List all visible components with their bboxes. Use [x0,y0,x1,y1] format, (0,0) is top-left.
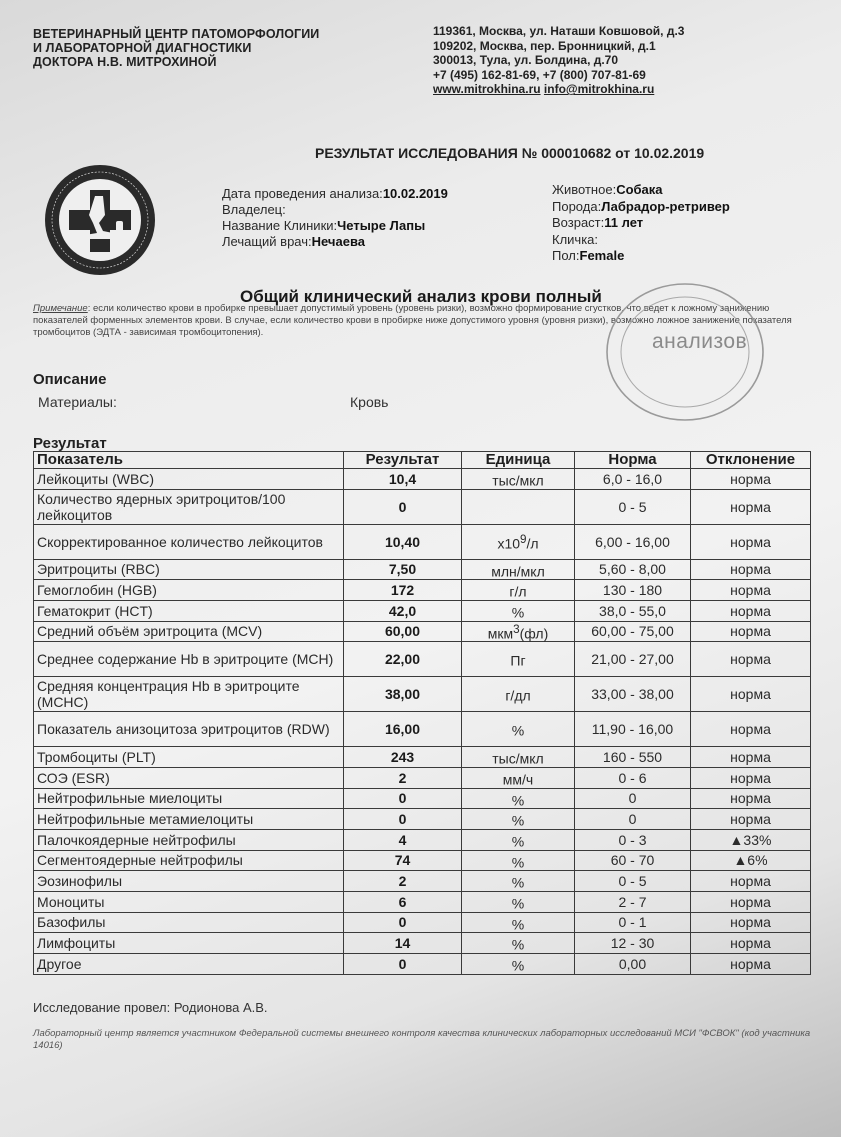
field-value: Female [579,248,625,263]
website-link[interactable]: www.mitrokhina.ru [433,82,541,97]
result-value: 10,40 [344,524,462,559]
parameter-name: Гемоглобин (HGB) [34,580,344,601]
field-value: 11 лет [604,215,644,230]
materials-label: Материалы: [38,394,117,410]
parameter-name: Средний объём эритроцита (MCV) [34,621,344,642]
table-row [34,871,811,892]
unit-cell [462,712,575,747]
result-value: 243 [344,747,462,768]
table-row [34,642,811,677]
column-header-deviation: Отклонение [691,452,811,469]
table-row [34,621,811,642]
table-row [34,600,811,621]
pet-name-field [552,232,730,249]
unit-cell [462,767,575,788]
norm-range: 6,00 - 16,00 [575,524,691,559]
deviation-status: норма [691,621,811,642]
deviation-status: норма [691,712,811,747]
field-label: Животное: [552,182,617,197]
unit-cell [462,891,575,912]
table-row [34,788,811,809]
org-line: И ЛАБОРАТОРНОЙ ДИАГНОСТИКИ [33,41,252,55]
deviation-status: норма [691,642,811,677]
parameter-name: Показатель анизоцитоза эритроцитов (RDW) [34,712,344,747]
norm-range: 11,90 - 16,00 [575,712,691,747]
field-label: Порода: [552,198,602,214]
norm-range: 60 - 70 [575,850,691,871]
deviation-status: норма [691,912,811,933]
norm-range: 0 [575,788,691,809]
parameter-name: Сегментоядерные нейтрофилы [34,850,344,871]
unit-text: млн/мкл [491,563,545,580]
patient-info-left [222,186,448,250]
table-row [34,891,811,912]
unit-text: % [511,604,525,621]
unit-cell [462,524,575,559]
unit-text: % [511,854,525,871]
unit-text: г/л [509,583,527,600]
unit-text: % [511,833,525,850]
deviation-status: норма [691,871,811,892]
unit-cell [462,600,575,621]
norm-range: 5,60 - 8,00 [575,559,691,580]
field-value: Лабрадор-ретривер [601,198,730,214]
unit-text: % [511,895,525,912]
table-row [34,850,811,871]
table-row [34,747,811,768]
result-value: 0 [344,912,462,933]
column-header-result: Результат [344,452,462,469]
table-row [34,489,811,524]
table-row [34,580,811,601]
result-value: 14 [344,933,462,954]
doctor-field [222,234,448,250]
field-label: Возраст: [552,215,605,230]
unit-cell [462,580,575,601]
field-label: Владелец: [222,202,286,217]
unit-cell [462,489,575,524]
deviation-status: норма [691,788,811,809]
deviation-status: норма [691,524,811,559]
owner-field [222,202,448,218]
norm-range: 60,00 - 75,00 [575,621,691,642]
animal-field [552,182,730,199]
unit-cell [462,953,575,974]
table-row [34,712,811,747]
result-value: 60,00 [344,621,462,642]
clinic-name-field [222,218,448,234]
norm-range: 12 - 30 [575,933,691,954]
microscope-cross-seal-icon [43,163,157,277]
unit-cell [462,621,575,642]
organization-name [33,27,319,69]
result-value: 38,00 [344,677,462,712]
phone-line: +7 (495) 162-81-69, +7 (800) 707-81-69 [433,67,646,82]
unit-text: % [511,812,525,829]
deviation-status: норма [691,747,811,768]
table-row [34,524,811,559]
table-row [34,933,811,954]
unit-text: мкм [487,625,514,642]
parameter-name: Гематокрит (HCT) [34,600,344,621]
unit-text: Пг [510,653,526,670]
norm-range: 0 - 3 [575,829,691,850]
column-header-parameter: Показатель [34,452,344,469]
result-value: 10,4 [344,469,462,490]
deviation-status: норма [691,953,811,974]
unit-text: мм/ч [502,771,534,788]
org-line: ВЕТЕРИНАРНЫЙ ЦЕНТР ПАТОМОРФОЛОГИИ [33,27,320,41]
field-value: 10.02.2019 [382,186,448,201]
address-line: 119361, Москва, ул. Наташи Ковшовой, д.3 [433,24,685,38]
deviation-status: норма [691,767,811,788]
parameter-name: Другое [34,953,344,974]
unit-text: % [511,874,525,891]
column-header-unit: Единица [462,452,575,469]
materials-value: Кровь [350,394,389,410]
result-value: 0 [344,953,462,974]
patient-info-right [552,182,730,265]
field-label: Пол: [552,248,580,263]
parameter-name: Эозинофилы [34,871,344,892]
unit-text: % [511,792,525,809]
parameter-name: Лейкоциты (WBC) [34,469,344,490]
sex-field [552,248,730,265]
deviation-status: норма [691,489,811,524]
result-value: 16,00 [344,712,462,747]
field-value: Собака [616,182,663,197]
results-table [33,451,811,975]
address-line: 300013, Тула, ул. Болдина, д.70 [433,53,619,68]
parameter-name: Моноциты [34,891,344,912]
unit-text: тыс/мкл [492,472,544,489]
table-row [34,767,811,788]
unit-superscript: 3 [513,622,520,636]
deviation-status: норма [691,891,811,912]
result-value: 0 [344,489,462,524]
norm-range: 38,0 - 55,0 [575,600,691,621]
deviation-status: норма [691,580,811,601]
deviation-status: норма [691,933,811,954]
analysis-date-field [222,186,448,202]
parameter-name: Скорректированное количество лейкоцитов [34,524,344,559]
unit-cell [462,677,575,712]
parameter-name: Лимфоциты [34,933,344,954]
age-field [552,215,730,232]
parameter-name: Тромбоциты (PLT) [34,747,344,768]
table-header-row [34,452,811,469]
norm-range: 2 - 7 [575,891,691,912]
parameter-name: Базофилы [34,912,344,933]
unit-text: % [511,957,525,974]
description-heading: Описание [33,371,107,388]
deviation-status: норма [691,600,811,621]
parameter-name: Эритроциты (RBC) [34,559,344,580]
unit-cell [462,809,575,830]
unit-text: x10 [497,535,521,552]
result-value: 74 [344,850,462,871]
result-value: 0 [344,809,462,830]
notice-label: Примечание [33,303,88,314]
unit-text: % [511,936,525,953]
norm-range: 160 - 550 [575,747,691,768]
unit-cell [462,850,575,871]
result-value: 0 [344,788,462,809]
norm-range: 21,00 - 27,00 [575,642,691,677]
unit-cell [462,933,575,954]
unit-cell [462,747,575,768]
unit-cell [462,788,575,809]
parameter-name: СОЭ (ESR) [34,767,344,788]
norm-range: 130 - 180 [575,580,691,601]
deviation-status: ▲6% [691,850,811,871]
unit-cell [462,469,575,490]
unit-text: % [511,916,525,933]
deviation-status: норма [691,677,811,712]
parameter-name: Палочкоядерные нейтрофилы [34,829,344,850]
field-label: Название Клиники: [222,218,338,233]
unit-text: тыс/мкл [492,750,544,767]
unit-tail: (фл) [519,625,549,642]
deviation-status: ▲33% [691,829,811,850]
unit-text: % [511,723,525,740]
norm-range: 0 - 1 [575,912,691,933]
norm-range: 0 - 5 [575,489,691,524]
result-value: 42,0 [344,600,462,621]
result-value: 4 [344,829,462,850]
table-row [34,469,811,490]
field-label: Кличка: [552,231,599,247]
result-value: 6 [344,891,462,912]
unit-text: г/дл [505,688,531,705]
table-row [34,953,811,974]
analysis-title: Общий клинический анализ крови полный [240,287,602,306]
table-row [34,912,811,933]
deviation-status: норма [691,809,811,830]
field-label: Лечащий врач: [222,234,312,249]
unit-cell [462,642,575,677]
norm-range: 33,00 - 38,00 [575,677,691,712]
parameter-name: Количество ядерных эритроцитов/100 лейкоцитов [34,489,344,524]
results-heading: Результат [33,435,107,452]
unit-cell [462,559,575,580]
document-title: РЕЗУЛЬТАТ ИССЛЕДОВАНИЯ № 000010682 от 10.02.2019 [315,145,705,161]
column-header-norm: Норма [575,452,691,469]
parameter-name: Средняя концентрация Hb в эритроците (MCHC) [34,677,344,712]
contact-block [433,24,684,97]
norm-range: 0 - 6 [575,767,691,788]
deviation-status: норма [691,469,811,490]
result-value: 7,50 [344,559,462,580]
accreditation-note: Лабораторный центр является участником Федеральной системы внешнего контроля качества клинических лабораторных исследований МСИ "ФСВОК" (код участника 14016) [33,1028,811,1051]
notice-text: : если количество крови в пробирке превышает допустимый уровень (уровень ризки), возможно формирование сгустков, что ведет к ложному занижению показателей форменных элементов крови. В случае, если количество крови в пробирке ниже допустимого уровня (уровня ризки), возможно ложное занижение показателя тромбоцитов (ЭДТА - зависимая тромбоцитопения). [33,303,792,338]
address-line: 109202, Москва, пер. Бронницкий, д.1 [433,38,656,53]
unit-cell [462,871,575,892]
result-value: 2 [344,871,462,892]
deviation-status: норма [691,559,811,580]
norm-range: 0,00 [575,953,691,974]
performed-by: Исследование провел: Родионова А.В. [33,1000,268,1015]
parameter-name: Среднее содержание Hb в эритроците (MCH) [34,642,344,677]
stamp-text: анализов [652,330,748,353]
unit-tail: /л [526,535,539,552]
unit-cell [462,912,575,933]
norm-range: 0 [575,809,691,830]
result-value: 172 [344,580,462,601]
table-row [34,677,811,712]
table-row [34,559,811,580]
email-link[interactable]: info@mitrokhina.ru [543,82,655,97]
result-value: 22,00 [344,642,462,677]
table-row [34,809,811,830]
result-value: 2 [344,767,462,788]
unit-cell [462,829,575,850]
org-line: ДОКТОРА Н.В. МИТРОХИНОЙ [33,55,217,69]
parameter-name: Нейтрофильные метамиелоциты [34,809,344,830]
parameter-name: Нейтрофильные миелоциты [34,788,344,809]
field-value: Четыре Лапы [337,218,426,233]
norm-range: 6,0 - 16,0 [575,469,691,490]
field-value: Нечаева [311,234,365,249]
breed-field [552,199,730,216]
table-row [34,829,811,850]
field-label: Дата проведения анализа: [222,186,383,201]
norm-range: 0 - 5 [575,871,691,892]
unit-superscript: 9 [520,532,527,546]
